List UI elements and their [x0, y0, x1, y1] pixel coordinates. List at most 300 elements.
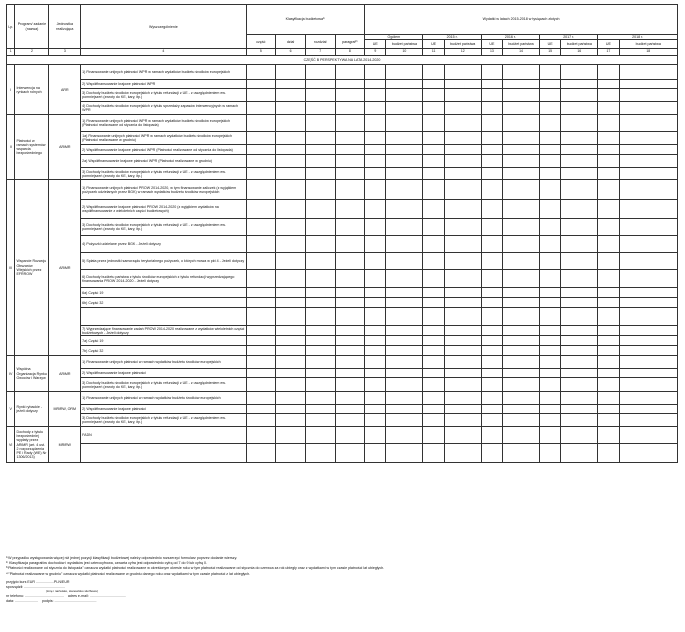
- value-cell: [305, 392, 335, 405]
- value-cell: [335, 288, 365, 298]
- value-cell: [305, 132, 335, 145]
- value-cell: [335, 378, 365, 392]
- value-cell: [305, 369, 335, 378]
- value-cell: [598, 115, 619, 132]
- header-ue: UE: [365, 40, 386, 49]
- value-cell: [276, 392, 306, 405]
- value-cell: [365, 270, 386, 288]
- value-cell: [423, 346, 444, 356]
- value-cell: [335, 132, 365, 145]
- value-cell: [305, 253, 335, 270]
- value-cell: [598, 145, 619, 155]
- footnote-1: ¹⁾W przypadku występowania więcej niż jednej pozycji klasyfikacji budżetowej należy odpowiednio rozszerzyć formularz poprzez dodanie wierszy.: [6, 556, 238, 560]
- group-lp: IV: [7, 356, 15, 392]
- value-cell: [561, 200, 598, 219]
- value-cell: [444, 168, 481, 180]
- value-cell: [335, 200, 365, 219]
- value-cell: [246, 102, 276, 115]
- header-spec: Wyszczególnienie: [81, 5, 246, 49]
- header-czesc: część: [246, 35, 276, 49]
- value-cell: [246, 200, 276, 219]
- value-cell: [365, 288, 386, 298]
- value-cell: [598, 392, 619, 405]
- value-cell: [561, 145, 598, 155]
- value-cell: [561, 180, 598, 200]
- value-cell: [365, 414, 386, 427]
- value-cell: [561, 288, 598, 298]
- group-unit: MRiRW, ORM: [49, 392, 81, 427]
- value-cell: [276, 219, 306, 236]
- value-cell: [386, 180, 423, 200]
- item-description: 1) Finansowanie unijnych płatności WPR w ramach wydatków budżetu środków europejskich (Płatności realizowane od stycznia do listopada): [81, 115, 246, 132]
- group-unit: MRiRW: [49, 427, 81, 463]
- value-cell: [365, 102, 386, 115]
- column-number: 4: [81, 49, 246, 56]
- value-cell: [365, 219, 386, 236]
- value-cell: [423, 392, 444, 405]
- value-cell: [276, 405, 306, 414]
- value-cell: [386, 369, 423, 378]
- value-cell: [335, 326, 365, 336]
- value-cell: [335, 392, 365, 405]
- value-cell: [335, 427, 365, 444]
- value-cell: [502, 326, 539, 336]
- value-cell: [598, 288, 619, 298]
- value-cell: [386, 444, 423, 463]
- value-cell: [561, 168, 598, 180]
- item-description: 3) Dochody budżetu środków europejskich z tytułu refundacji z UE - z uwzględnieniem ew. pomniejszeń (zwroty do KE, kary, itp.): [81, 168, 246, 180]
- value-cell: [276, 200, 306, 219]
- value-cell: [444, 444, 481, 463]
- header-year: 2016 r.: [481, 35, 539, 40]
- table-row: [7, 270, 678, 288]
- value-cell: [598, 270, 619, 288]
- value-cell: [276, 298, 306, 308]
- header-year: 2017 r.: [540, 35, 598, 40]
- item-description: 3) Dochody budżetu środków europejskich z tytułu refundacji z UE - z uwzględnieniem ew. pomniejszeń (zwroty do KE, kary, itp.): [81, 89, 246, 102]
- item-description: 1a) Finansowanie unijnych płatności WPR w ramach wydatków budżetu środków europejskich (Płatności realizowane w grudniu): [81, 132, 246, 145]
- value-cell: [619, 65, 677, 80]
- value-cell: [619, 414, 677, 427]
- value-cell: [386, 168, 423, 180]
- value-cell: [423, 115, 444, 132]
- value-cell: [423, 444, 444, 463]
- header-year: 2015 r.: [423, 35, 481, 40]
- value-cell: [598, 444, 619, 463]
- value-cell: [365, 356, 386, 369]
- value-cell: [540, 132, 561, 145]
- value-cell: [598, 200, 619, 219]
- value-cell: [386, 392, 423, 405]
- value-cell: [481, 298, 502, 308]
- value-cell: [276, 288, 306, 298]
- value-cell: [365, 444, 386, 463]
- header-unit: Jednostka realizująca: [49, 5, 81, 49]
- author-line: sporządził: .........................................: [6, 585, 66, 590]
- value-cell: [246, 236, 276, 253]
- value-cell: [386, 414, 423, 427]
- value-cell: [276, 308, 306, 326]
- item-description: 1) Finansowanie unijnych płatności w ramach wydatków budżetu środków europejskich: [81, 356, 246, 369]
- value-cell: [305, 346, 335, 356]
- value-cell: [276, 89, 306, 102]
- value-cell: [423, 427, 444, 444]
- value-cell: [276, 236, 306, 253]
- footnote-4: ⁴⁾"Płatności realizowane w grudniu" oznacza wydatki płatności realizowane w grudniu danego roku oraz wydatkami w tym czasie płatności z lat ubiegłych.: [6, 571, 251, 576]
- value-cell: [335, 145, 365, 155]
- value-cell: [481, 115, 502, 132]
- value-cell: [502, 145, 539, 155]
- item-description: [81, 444, 246, 463]
- value-cell: [444, 236, 481, 253]
- value-cell: [444, 219, 481, 236]
- value-cell: [276, 65, 306, 80]
- value-cell: [305, 326, 335, 336]
- value-cell: [305, 80, 335, 89]
- value-cell: [423, 336, 444, 346]
- value-cell: [502, 427, 539, 444]
- group-program: Wspólna Organizacja Rynku Owoców i Warzyw: [15, 356, 49, 392]
- value-cell: [619, 326, 677, 336]
- value-cell: [619, 168, 677, 180]
- value-cell: [561, 346, 598, 356]
- value-cell: [423, 180, 444, 200]
- table-row: [7, 253, 678, 270]
- value-cell: [335, 346, 365, 356]
- item-description: 2) Współfinansowanie krajowe płatności: [81, 369, 246, 378]
- group-lp: V: [7, 392, 15, 427]
- value-cell: [561, 427, 598, 444]
- value-cell: [502, 378, 539, 392]
- value-cell: [481, 200, 502, 219]
- value-cell: [540, 253, 561, 270]
- value-cell: [561, 236, 598, 253]
- value-cell: [246, 298, 276, 308]
- email-field: adres e-mail: ....................................: [67, 593, 126, 598]
- value-cell: [305, 405, 335, 414]
- value-cell: [598, 414, 619, 427]
- form-container: [6, 4, 678, 463]
- table-row: [7, 414, 678, 427]
- value-cell: [481, 326, 502, 336]
- value-cell: [444, 346, 481, 356]
- value-cell: [365, 89, 386, 102]
- value-cell: [335, 369, 365, 378]
- value-cell: [619, 155, 677, 168]
- value-cell: [619, 145, 677, 155]
- value-cell: [246, 168, 276, 180]
- table-row: [7, 427, 678, 444]
- table-row: [7, 356, 678, 369]
- value-cell: [540, 356, 561, 369]
- header-rozdzial: rozdział: [305, 35, 335, 49]
- value-cell: [598, 180, 619, 200]
- value-cell: [246, 378, 276, 392]
- value-cell: [444, 270, 481, 288]
- value-cell: [598, 378, 619, 392]
- value-cell: [540, 236, 561, 253]
- value-cell: [305, 168, 335, 180]
- value-cell: [335, 414, 365, 427]
- value-cell: [619, 427, 677, 444]
- value-cell: [619, 356, 677, 369]
- table-row: [7, 65, 678, 80]
- value-cell: [423, 298, 444, 308]
- value-cell: [502, 444, 539, 463]
- value-cell: [598, 369, 619, 378]
- value-cell: [276, 356, 306, 369]
- value-cell: [561, 369, 598, 378]
- table-row: [7, 288, 678, 298]
- value-cell: [444, 253, 481, 270]
- value-cell: [481, 102, 502, 115]
- header-ue: UE: [540, 40, 561, 49]
- value-cell: [481, 336, 502, 346]
- item-description: 6a) Część 19: [81, 288, 246, 298]
- header-program: Program/ zadanie (nazwa): [15, 5, 49, 49]
- value-cell: [561, 80, 598, 89]
- value-cell: [365, 392, 386, 405]
- value-cell: [246, 219, 276, 236]
- item-description: 7) Wyprzedzające finansowanie zadań PROW 2014-2020 realizowane z wydatków wieloletnich części budżetowych - Jeżeli dotyczy: [82, 326, 245, 335]
- value-cell: [598, 132, 619, 145]
- value-cell: [540, 80, 561, 89]
- value-cell: [276, 145, 306, 155]
- value-cell: [481, 414, 502, 427]
- value-cell: [502, 200, 539, 219]
- value-cell: [423, 65, 444, 80]
- item-description: FADN: [81, 427, 246, 444]
- item-description: 2) Współfinansowanie krajowe płatności WPR (Płatności realizowane od stycznia do listopada): [81, 145, 246, 155]
- header-paragraf: paragraf²⁾: [335, 35, 365, 49]
- value-cell: [423, 89, 444, 102]
- footnote-2: ²⁾ Klasyfikacja paragrafów dochodów i wydatków jest czterocyfrowa, czwarta cyfra jest odpowiednio cyfrą od 7 do 9 lub cyfrą 0.: [6, 561, 208, 566]
- header-ue: UE: [598, 40, 619, 49]
- value-cell: [386, 288, 423, 298]
- value-cell: [305, 298, 335, 308]
- value-cell: [540, 219, 561, 236]
- value-cell: [502, 288, 539, 298]
- value-cell: [619, 80, 677, 89]
- value-cell: [502, 80, 539, 89]
- value-cell: [305, 102, 335, 115]
- value-cell: [619, 346, 677, 356]
- value-cell: [502, 89, 539, 102]
- value-cell: [481, 356, 502, 369]
- value-cell: [365, 298, 386, 308]
- value-cell: [502, 115, 539, 132]
- value-cell: [305, 356, 335, 369]
- budget-table: [6, 4, 678, 463]
- value-cell: [305, 236, 335, 253]
- value-cell: [619, 298, 677, 308]
- table-row: [7, 89, 678, 102]
- value-cell: [386, 378, 423, 392]
- value-cell: [423, 326, 444, 336]
- value-cell: [305, 89, 335, 102]
- value-cell: [561, 414, 598, 427]
- value-cell: [365, 336, 386, 346]
- value-cell: [619, 308, 677, 326]
- section-title: CZĘŚĆ B PERSPEKTYWA NA LATA 2014-2020: [7, 56, 678, 65]
- value-cell: [540, 326, 561, 336]
- value-cell: [481, 132, 502, 145]
- value-cell: [246, 336, 276, 346]
- group-program: Płatności w ramach systemów wsparcia bezpośredniego: [15, 115, 49, 180]
- value-cell: [423, 414, 444, 427]
- group-unit: ARR: [49, 65, 81, 115]
- value-cell: [502, 346, 539, 356]
- value-cell: [335, 270, 365, 288]
- value-cell: [598, 427, 619, 444]
- table-row: [7, 405, 678, 414]
- value-cell: [502, 405, 539, 414]
- value-cell: [276, 369, 306, 378]
- value-cell: [540, 369, 561, 378]
- item-description: 2) Współfinansowanie krajowe płatności WPR: [81, 80, 246, 89]
- header-ue: UE: [423, 40, 444, 49]
- item-description: 7a) Część 19: [81, 336, 246, 346]
- value-cell: [386, 102, 423, 115]
- value-cell: [598, 336, 619, 346]
- value-cell: [540, 308, 561, 326]
- group-program: Rynki rybackie - jeżeli dotyczy: [15, 392, 49, 427]
- value-cell: [365, 378, 386, 392]
- value-cell: [481, 168, 502, 180]
- item-description: 6) Dochody budżetu państwa z tytułu środków europejskich z tytułu refundacji wyprzedzającego finansowania PROW 2014-2020 - Jeżeli dotyczy: [81, 270, 246, 288]
- value-cell: [598, 65, 619, 80]
- value-cell: [305, 378, 335, 392]
- value-cell: [386, 427, 423, 444]
- value-cell: [540, 65, 561, 80]
- value-cell: [540, 392, 561, 405]
- value-cell: [481, 253, 502, 270]
- value-cell: [481, 180, 502, 200]
- value-cell: [619, 102, 677, 115]
- column-number: 13: [481, 49, 502, 56]
- value-cell: [444, 392, 481, 405]
- value-cell: [540, 270, 561, 288]
- value-cell: [444, 378, 481, 392]
- value-cell: [386, 298, 423, 308]
- value-cell: [246, 155, 276, 168]
- value-cell: [598, 356, 619, 369]
- group-lp: VI: [7, 427, 15, 463]
- value-cell: [305, 444, 335, 463]
- value-cell: [276, 115, 306, 132]
- value-cell: [386, 132, 423, 145]
- value-cell: [335, 80, 365, 89]
- value-cell: [502, 236, 539, 253]
- value-cell: [444, 298, 481, 308]
- value-cell: [561, 405, 598, 414]
- value-cell: [365, 80, 386, 89]
- item-description: 7b) Część 32: [81, 346, 246, 356]
- value-cell: [246, 356, 276, 369]
- table-row: [7, 145, 678, 155]
- value-cell: [386, 89, 423, 102]
- value-cell: [365, 308, 386, 326]
- item-description: 3) Dochody budżetu środków europejskich z tytułu refundacji z UE - z uwzględnieniem ew. pomniejszeń (zwroty do KE, kary, itp.): [81, 414, 246, 427]
- item-description: 4) Dochody budżetu środków europejskich z tytułu sprzedaży zapasów interwencyjnych w ramach WPR: [81, 102, 246, 115]
- value-cell: [386, 115, 423, 132]
- value-cell: [619, 200, 677, 219]
- group-program: Wsparcie Rozwoju Obszarów Wiejskich przez EFRROW: [15, 180, 49, 356]
- value-cell: [502, 336, 539, 346]
- value-cell: [305, 200, 335, 219]
- value-cell: [305, 414, 335, 427]
- value-cell: [481, 65, 502, 80]
- value-cell: [246, 89, 276, 102]
- value-cell: [619, 378, 677, 392]
- value-cell: [561, 326, 598, 336]
- value-cell: [305, 336, 335, 346]
- value-cell: [276, 155, 306, 168]
- value-cell: [305, 219, 335, 236]
- sign-field: podpis: ..........................................: [41, 598, 97, 603]
- value-cell: [481, 405, 502, 414]
- table-row: [7, 80, 678, 89]
- value-cell: [481, 378, 502, 392]
- table-row: [7, 168, 678, 180]
- value-cell: [598, 102, 619, 115]
- value-cell: [246, 346, 276, 356]
- value-cell: [335, 89, 365, 102]
- header-budget: budżet państwa: [386, 40, 423, 49]
- table-row: [7, 378, 678, 392]
- value-cell: [444, 200, 481, 219]
- value-cell: [305, 308, 335, 326]
- value-cell: [246, 132, 276, 145]
- item-description: [81, 308, 246, 326]
- value-cell: [276, 80, 306, 89]
- value-cell: [423, 288, 444, 298]
- value-cell: [561, 308, 598, 326]
- date-line: [6, 599, 678, 604]
- value-cell: [481, 80, 502, 89]
- value-cell: [540, 298, 561, 308]
- value-cell: [598, 236, 619, 253]
- value-cell: [481, 155, 502, 168]
- value-cell: [540, 288, 561, 298]
- value-cell: [386, 219, 423, 236]
- value-cell: [619, 288, 677, 298]
- group-program: Interwencja na rynkach rolnych: [15, 65, 49, 115]
- value-cell: [335, 102, 365, 115]
- value-cell: [246, 414, 276, 427]
- value-cell: [335, 155, 365, 168]
- value-cell: [276, 326, 306, 336]
- value-cell: [423, 145, 444, 155]
- value-cell: [444, 288, 481, 298]
- footer: [6, 556, 678, 604]
- value-cell: [305, 145, 335, 155]
- table-row: [7, 308, 678, 326]
- value-cell: [540, 378, 561, 392]
- value-cell: [365, 253, 386, 270]
- value-cell: [365, 155, 386, 168]
- phone-field: nr telefonu: .......................................: [6, 593, 64, 598]
- value-cell: [246, 80, 276, 89]
- value-cell: [502, 102, 539, 115]
- value-cell: [386, 236, 423, 253]
- value-cell: [540, 145, 561, 155]
- value-cell: [386, 356, 423, 369]
- value-cell: [365, 369, 386, 378]
- value-cell: [365, 405, 386, 414]
- value-cell: [619, 89, 677, 102]
- column-number: 6: [276, 49, 306, 56]
